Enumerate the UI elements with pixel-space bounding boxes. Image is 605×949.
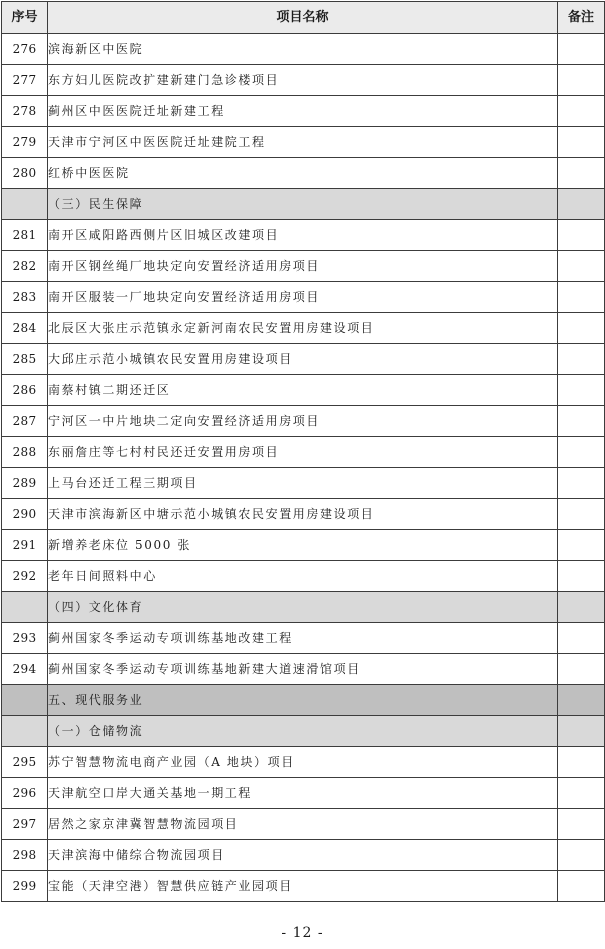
remark-cell (558, 313, 605, 344)
row-number: 298 (2, 840, 48, 871)
row-number: 277 (2, 65, 48, 96)
table-row (2, 34, 605, 65)
header-note: 备注 (558, 2, 605, 34)
remark-cell (558, 623, 605, 654)
project-name: 天津滨海中储综合物流园项目 (48, 840, 558, 871)
project-name: 北辰区大张庄示范镇永定新河南农民安置用房建设项目 (48, 313, 558, 344)
remark-cell (558, 871, 605, 902)
row-number: 284 (2, 313, 48, 344)
table-row (2, 313, 605, 344)
project-name: 南蔡村镇二期还迁区 (48, 375, 558, 406)
remark-cell (558, 406, 605, 437)
table-row (2, 654, 605, 685)
remark-cell (558, 561, 605, 592)
project-name: 南开区咸阳路西侧片区旧城区改建项目 (48, 220, 558, 251)
table-row (2, 65, 605, 96)
page-number: - 12 - (281, 925, 324, 941)
table-row (2, 96, 605, 127)
row-number: 291 (2, 530, 48, 561)
remark-cell (558, 158, 605, 189)
remark-cell (558, 654, 605, 685)
remark-cell (558, 778, 605, 809)
project-name: 红桥中医医院 (48, 158, 558, 189)
row-number: 276 (2, 34, 48, 65)
table-row (2, 127, 605, 158)
project-name: 上马台还迁工程三期项目 (48, 468, 558, 499)
project-name: 新增养老床位 5000 张 (48, 530, 558, 561)
header-name: 项目名称 (48, 2, 558, 34)
table-row (2, 530, 605, 561)
row-number (2, 189, 48, 220)
row-number: 279 (2, 127, 48, 158)
table-row (2, 840, 605, 871)
row-number: 281 (2, 220, 48, 251)
project-name: 滨海新区中医院 (48, 34, 558, 65)
remark-cell (558, 592, 605, 623)
section-row (2, 189, 605, 220)
row-number: 290 (2, 499, 48, 530)
project-name: 东丽詹庄等七村村民还迁安置用房项目 (48, 437, 558, 468)
project-name: （一）仓储物流 (48, 716, 558, 747)
row-number (2, 592, 48, 623)
remark-cell (558, 375, 605, 406)
project-name: 蓟州国家冬季运动专项训练基地新建大道速滑馆项目 (48, 654, 558, 685)
remark-cell (558, 34, 605, 65)
remark-cell (558, 530, 605, 561)
header-no: 序号 (2, 2, 48, 34)
remark-cell (558, 344, 605, 375)
row-number: 285 (2, 344, 48, 375)
table-row (2, 499, 605, 530)
row-number (2, 716, 48, 747)
table-row (2, 623, 605, 654)
remark-cell (558, 251, 605, 282)
table-row (2, 778, 605, 809)
project-name: 宁河区一中片地块二定向安置经济适用房项目 (48, 406, 558, 437)
section-row (2, 716, 605, 747)
remark-cell (558, 747, 605, 778)
table-row (2, 747, 605, 778)
row-number: 295 (2, 747, 48, 778)
row-number: 299 (2, 871, 48, 902)
row-number: 282 (2, 251, 48, 282)
remark-cell (558, 840, 605, 871)
project-name: 蓟州国家冬季运动专项训练基地改建工程 (48, 623, 558, 654)
remark-cell (558, 685, 605, 716)
table-body (2, 34, 605, 902)
row-number: 287 (2, 406, 48, 437)
section-row (2, 592, 605, 623)
row-number: 296 (2, 778, 48, 809)
table-row (2, 468, 605, 499)
table-row (2, 406, 605, 437)
row-number: 297 (2, 809, 48, 840)
project-name: 天津市宁河区中医医院迁址建院工程 (48, 127, 558, 158)
remark-cell (558, 809, 605, 840)
remark-cell (558, 220, 605, 251)
row-number: 278 (2, 96, 48, 127)
project-name: 蓟州区中医医院迁址新建工程 (48, 96, 558, 127)
project-name: 老年日间照料中心 (48, 561, 558, 592)
remark-cell (558, 716, 605, 747)
row-number (2, 685, 48, 716)
table-row (2, 158, 605, 189)
row-number: 286 (2, 375, 48, 406)
remark-cell (558, 189, 605, 220)
project-name: 苏宁智慧物流电商产业园（A 地块）项目 (48, 747, 558, 778)
project-name: 天津市滨海新区中塘示范小城镇农民安置用房建设项目 (48, 499, 558, 530)
row-number: 293 (2, 623, 48, 654)
project-name: 宝能（天津空港）智慧供应链产业园项目 (48, 871, 558, 902)
table-row (2, 251, 605, 282)
table-row (2, 375, 605, 406)
table-row (2, 871, 605, 902)
row-number: 283 (2, 282, 48, 313)
remark-cell (558, 437, 605, 468)
project-name: 南开区钢丝绳厂地块定向安置经济适用房项目 (48, 251, 558, 282)
row-number: 288 (2, 437, 48, 468)
project-name: 五、现代服务业 (48, 685, 558, 716)
remark-cell (558, 96, 605, 127)
project-name: 天津航空口岸大通关基地一期工程 (48, 778, 558, 809)
project-name: 居然之家京津冀智慧物流园项目 (48, 809, 558, 840)
project-name: 南开区服装一厂地块定向安置经济适用房项目 (48, 282, 558, 313)
project-name: 东方妇儿医院改扩建新建门急诊楼项目 (48, 65, 558, 96)
table-row (2, 220, 605, 251)
project-table (1, 1, 605, 902)
table-row (2, 282, 605, 313)
table-header-row (2, 2, 605, 34)
project-name: （四）文化体育 (48, 592, 558, 623)
remark-cell (558, 65, 605, 96)
table-row (2, 437, 605, 468)
table-row (2, 809, 605, 840)
remark-cell (558, 499, 605, 530)
category-row (2, 685, 605, 716)
project-name: 大邱庄示范小城镇农民安置用房建设项目 (48, 344, 558, 375)
row-number: 280 (2, 158, 48, 189)
row-number: 292 (2, 561, 48, 592)
table-row (2, 344, 605, 375)
row-number: 289 (2, 468, 48, 499)
row-number: 294 (2, 654, 48, 685)
remark-cell (558, 127, 605, 158)
remark-cell (558, 468, 605, 499)
project-name: （三）民生保障 (48, 189, 558, 220)
table-row (2, 561, 605, 592)
remark-cell (558, 282, 605, 313)
